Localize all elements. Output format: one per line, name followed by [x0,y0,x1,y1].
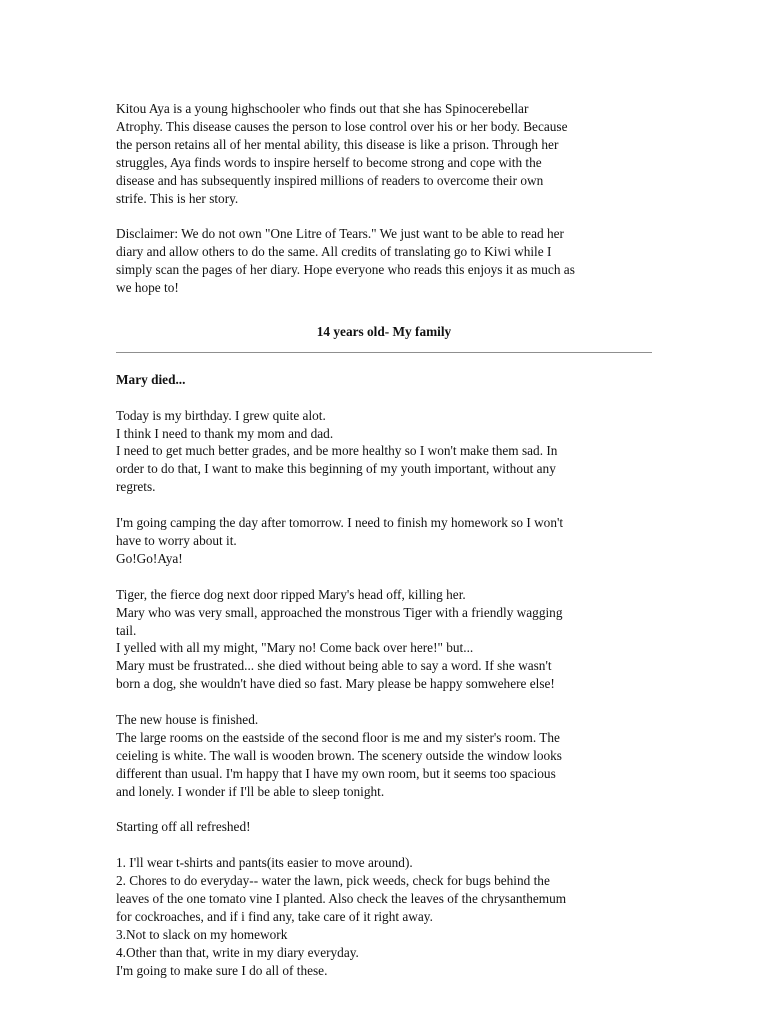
entry-title: Mary died... [116,371,186,387]
intro-paragraph [116,100,652,207]
house-line: The new house is finished. [116,712,259,728]
list-item: 4.Other than that, write in my diary everyday. [116,944,359,960]
birthday-line: Today is my birthday. I grew quite alot. [116,407,326,423]
disclaimer-paragraph [116,225,652,297]
intro-line: Kitou Aya is a young highschooler who finds out that she has Spinocerebellar [116,101,529,116]
intro-line: disease and has subsequently inspired millions of readers to overcome their own [116,172,544,188]
camping-line: I'm going camping the day after tomorrow. I need to finish my homework so I won't [116,515,564,531]
intro-line: strife. This is her story. [116,190,239,206]
birthday-line: I need to get much better grades, and be more healthy so I won't make them sad. In [116,443,558,459]
birthday-line: regrets. [116,479,156,495]
list-item: leaves of the one tomato vine I planted. Also check the leaves of the chrysanthemum [116,891,567,907]
list-item: for cockroaches, and if i find any, take care of it right away. [116,908,433,924]
list-item: I'm going to make sure I do all of these. [116,962,328,978]
list-item: 1. I'll wear t-shirts and pants(its easier to move around). [116,855,413,871]
document-page [116,100,652,997]
list-item: 3.Not to slack on my homework [116,926,288,942]
birthday-paragraph [116,407,652,497]
refreshed-line: Starting off all refreshed! [116,819,251,835]
horizontal-divider [116,352,652,353]
refreshed-paragraph [116,818,652,836]
intro-line: the person retains all of her mental ability, this disease is like a prison. Through her [116,136,559,152]
birthday-line: I think I need to thank my mom and dad. [116,425,334,441]
house-line: The large rooms on the eastside of the second floor is me and my sister's room. The [116,729,560,745]
tiger-line: Tiger, the fierce dog next door ripped Mary's head off, killing her. [116,586,466,602]
list-item: 2. Chores to do everyday-- water the lawn, pick weeds, check for bugs behind the [116,873,550,889]
tiger-line: I yelled with all my might, "Mary no! Come back over here!" but... [116,640,474,656]
house-line: different than usual. I'm happy that I have my own room, but it seems too spacious [116,765,556,781]
house-line: ceieling is white. The wall is wooden brown. The scenery outside the window looks [116,747,562,763]
tiger-line: tail. [116,622,137,638]
disclaimer-line: Disclaimer: We do not own "One Litre of Tears." We just want to be able to read her [116,226,564,242]
birthday-line: order to do that, I want to make this beginning of my youth important, without any [116,461,556,477]
disclaimer-line: we hope to! [116,280,179,296]
disclaimer-line: diary and allow others to do the same. All credits of translating go to Kiwi while I [116,244,552,260]
intro-line: Atrophy. This disease causes the person to lose control over his or her body. Because [116,118,568,134]
tiger-line: Mary must be frustrated... she died without being able to say a word. If she wasn't [116,658,552,674]
house-paragraph [116,711,652,801]
house-line: and lonely. I wonder if I'll be able to sleep tonight. [116,783,385,799]
camping-paragraph [116,514,652,568]
camping-line: Go!Go!Aya! [116,550,183,566]
resolutions-list [116,854,652,979]
chapter-title: 14 years old- My family [316,323,452,339]
tiger-paragraph [116,586,652,693]
tiger-line: Mary who was very small, approached the monstrous Tiger with a friendly wagging [116,604,563,620]
intro-line: struggles, Aya finds words to inspire herself to become strong and cope with the [116,154,542,170]
camping-line: have to worry about it. [116,532,237,548]
tiger-line: born a dog, she wouldn't have died so fast. Mary please be happy somwehere else! [116,676,555,692]
disclaimer-line: simply scan the pages of her diary. Hope everyone who reads this enjoys it as much as [116,262,575,278]
